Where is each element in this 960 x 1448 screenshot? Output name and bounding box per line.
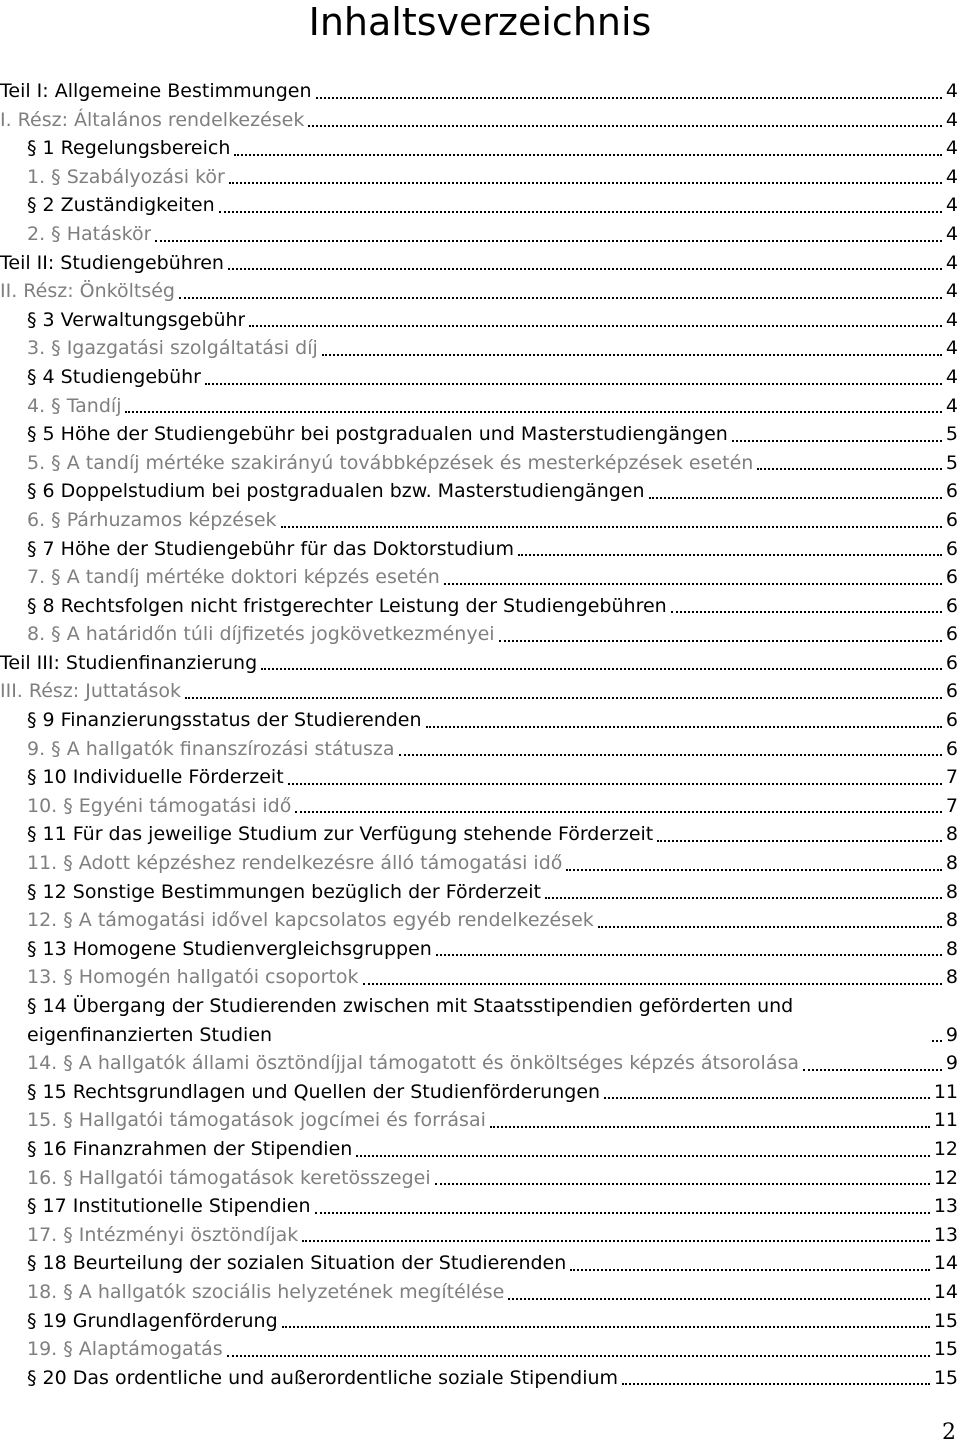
- toc-entry-page-number: 6: [945, 480, 958, 503]
- dot-leader: [604, 1097, 930, 1099]
- toc-entry-title: 12. § A támogatási idővel kapcsolatos egyéb rendelkezések: [27, 909, 594, 932]
- toc-entry[interactable]: [0, 77, 960, 106]
- dot-leader: [598, 926, 942, 928]
- toc-entry-page-number: 4: [945, 165, 958, 188]
- dot-leader: [732, 440, 942, 442]
- toc-entry-title: 2. § Hatáskör: [27, 222, 152, 245]
- toc-entry[interactable]: [0, 1192, 960, 1221]
- toc-entry-page-number: 4: [945, 280, 958, 303]
- toc-entry-page-number: 4: [945, 308, 958, 331]
- dot-leader: [499, 640, 942, 642]
- toc-entry-page-number: 4: [945, 80, 958, 102]
- toc-entry[interactable]: [0, 191, 960, 220]
- toc-entry-page-number: 4: [945, 222, 958, 245]
- dot-leader: [566, 869, 942, 871]
- toc-entry-title: § 8 Rechtsfolgen nicht fristgerechter Leistung der Studiengebühren: [27, 594, 667, 617]
- toc-entry-page-number: 13: [933, 1223, 958, 1246]
- dot-leader: [155, 240, 942, 242]
- toc-entry-title: § 11 Für das jeweilige Studium zur Verfügung stehende Förderzeit: [27, 823, 654, 846]
- dot-leader: [234, 154, 942, 156]
- toc-entry-page-number: 4: [945, 137, 958, 160]
- dot-leader: [518, 554, 942, 556]
- dot-leader: [757, 468, 942, 470]
- toc-entry[interactable]: [0, 277, 960, 306]
- toc-entry-page-number: 6: [945, 566, 958, 589]
- toc-entry[interactable]: [0, 792, 960, 821]
- dot-leader: [308, 125, 942, 127]
- toc-entry[interactable]: [0, 992, 960, 1049]
- toc-entry-title: 1. § Szabályozási kör: [27, 165, 225, 188]
- toc-entry[interactable]: [0, 620, 960, 649]
- toc-entry-page-number: 11: [933, 1109, 958, 1132]
- toc-entry-title: 15. § Hallgatói támogatások jogcímei és forrásai: [27, 1109, 486, 1132]
- toc-entry[interactable]: [0, 249, 960, 278]
- dot-leader: [315, 1212, 930, 1214]
- toc-entry-title: § 13 Homogene Studienvergleichsgruppen: [27, 937, 432, 960]
- toc-entry-page-number: 6: [945, 737, 958, 760]
- toc-entry-page-number: 14: [933, 1280, 958, 1303]
- dot-leader: [228, 268, 942, 270]
- dot-leader: [302, 1240, 930, 1242]
- dot-leader: [622, 1383, 930, 1385]
- toc-entry-title: 11. § Adott képzéshez rendelkezésre álló támogatási idő: [27, 852, 563, 875]
- dot-leader: [282, 1326, 930, 1328]
- toc-entry[interactable]: [0, 1335, 960, 1364]
- page-title: Inhaltsverzeichnis: [308, 0, 652, 44]
- toc-entry-page-number: 4: [945, 251, 958, 274]
- toc-entry[interactable]: [0, 563, 960, 592]
- dot-leader: [125, 411, 941, 413]
- toc-entry-page-number: 14: [933, 1252, 958, 1275]
- toc-entry-title: § 3 Verwaltungsgebühr: [27, 308, 246, 331]
- toc-entry[interactable]: [0, 849, 960, 878]
- page-number: 2: [942, 1420, 956, 1445]
- toc-entry-page-number: 4: [945, 108, 958, 131]
- toc-entry-page-number: 13: [933, 1195, 958, 1218]
- toc-entry-page-number: 6: [945, 623, 958, 646]
- toc-entry-title: § 14 Übergang der Studierenden zwischen mit Staatsstipendien geförderten und eigenfinanzierten Studien: [27, 995, 794, 1046]
- toc-entry-page-number: 8: [945, 937, 958, 960]
- table-of-contents: [0, 77, 960, 1392]
- dot-leader: [803, 1069, 942, 1071]
- toc-entry-title: § 17 Institutionelle Stipendien: [27, 1195, 311, 1218]
- toc-entry[interactable]: [0, 506, 960, 535]
- toc-entry[interactable]: [0, 935, 960, 964]
- toc-entry-title: 17. § Intézményi ösztöndíjak: [27, 1223, 299, 1246]
- dot-leader: [426, 726, 942, 728]
- dot-leader: [545, 897, 942, 899]
- toc-entry[interactable]: [0, 1135, 960, 1164]
- toc-entry-title: 9. § A hallgatók finanszírozási státusza: [27, 737, 395, 760]
- toc-entry-title: 10. § Egyéni támogatási idő: [27, 794, 292, 817]
- toc-entry[interactable]: [0, 963, 960, 992]
- toc-entry-page-number: 8: [945, 852, 958, 875]
- toc-entry-title: § 2 Zuständigkeiten: [27, 194, 215, 217]
- toc-entry[interactable]: [0, 878, 960, 907]
- toc-entry-title: I. Rész: Általános rendelkezések: [0, 108, 305, 131]
- dot-leader: [281, 526, 942, 528]
- toc-entry-page-number: 8: [945, 880, 958, 903]
- toc-entry-page-number: 15: [933, 1366, 958, 1389]
- toc-entry[interactable]: [0, 1049, 960, 1078]
- toc-entry-page-number: 11: [933, 1080, 958, 1103]
- toc-entry[interactable]: [0, 535, 960, 564]
- toc-entry-title: 16. § Hallgatói támogatások keretösszegei: [27, 1166, 431, 1189]
- toc-entry-title: 3. § Igazgatási szolgáltatási díj: [27, 337, 318, 360]
- toc-entry-title: 13. § Homogén hallgatói csoportok: [27, 966, 359, 989]
- toc-entry-page-number: 6: [945, 508, 958, 531]
- toc-entry-page-number: 6: [945, 651, 958, 674]
- toc-entry-title: § 20 Das ordentliche und außerordentliche soziale Stipendium: [27, 1366, 619, 1389]
- toc-entry[interactable]: [0, 592, 960, 621]
- toc-entry-title: Teil I: Allgemeine Bestimmungen: [0, 80, 312, 102]
- toc-entry[interactable]: [0, 420, 960, 449]
- toc-entry-page-number: 15: [933, 1338, 958, 1361]
- toc-entry-page-number: 4: [945, 337, 958, 360]
- dot-leader: [219, 211, 942, 213]
- toc-entry[interactable]: [0, 1106, 960, 1135]
- toc-entry-page-number: 8: [945, 909, 958, 932]
- toc-entry-page-number: 15: [933, 1309, 958, 1332]
- dot-leader: [490, 1126, 930, 1128]
- dot-leader: [444, 583, 942, 585]
- toc-entry[interactable]: [0, 735, 960, 764]
- toc-entry-title: 18. § A hallgatók szociális helyzetének megítélése: [27, 1280, 505, 1303]
- toc-entry-title: II. Rész: Önköltség: [0, 280, 175, 303]
- toc-entry-title: Teil II: Studiengebühren: [0, 251, 224, 274]
- toc-entry-title: 5. § A tandíj mértéke szakirányú továbbképzések és mesterképzések esetén: [27, 451, 754, 474]
- dot-leader: [295, 811, 942, 813]
- toc-entry-title: III. Rész: Juttatások: [0, 680, 182, 703]
- toc-entry-page-number: 8: [945, 823, 958, 846]
- dot-leader: [932, 1040, 942, 1042]
- toc-entry-title: § 19 Grundlagenförderung: [27, 1309, 278, 1332]
- toc-entry[interactable]: [0, 1278, 960, 1307]
- toc-entry[interactable]: [0, 306, 960, 335]
- toc-entry-title: § 12 Sonstige Bestimmungen bezüglich der Förderzeit: [27, 880, 542, 903]
- dot-leader: [288, 783, 942, 785]
- toc-entry-page-number: 5: [945, 423, 958, 446]
- toc-entry[interactable]: [0, 134, 960, 163]
- toc-entry[interactable]: [0, 1164, 960, 1193]
- toc-entry-page-number: 6: [945, 709, 958, 732]
- dot-leader: [570, 1269, 930, 1271]
- toc-entry-title: § 18 Beurteilung der sozialen Situation der Studierenden: [27, 1252, 567, 1275]
- toc-entry-page-number: 8: [945, 966, 958, 989]
- toc-entry[interactable]: [0, 449, 960, 478]
- toc-entry-title: § 10 Individuelle Förderzeit: [27, 766, 284, 789]
- toc-entry[interactable]: [0, 706, 960, 735]
- toc-entry-page-number: 12: [933, 1166, 958, 1189]
- dot-leader: [229, 182, 942, 184]
- toc-entry-title: § 5 Höhe der Studiengebühr bei postgradualen und Masterstudiengängen: [27, 423, 728, 446]
- dot-leader: [179, 297, 942, 299]
- toc-entry[interactable]: [0, 649, 960, 678]
- toc-entry-title: 6. § Párhuzamos képzések: [27, 508, 277, 531]
- dot-leader: [508, 1298, 929, 1300]
- dot-leader: [671, 611, 942, 613]
- toc-entry[interactable]: [0, 1364, 960, 1393]
- toc-entry-title: 7. § A tandíj mértéke doktori képzés esetén: [27, 566, 440, 589]
- toc-entry-title: 19. § Alaptámogatás: [27, 1338, 223, 1361]
- toc-entry-title: § 9 Finanzierungsstatus der Studierenden: [27, 709, 422, 732]
- toc-entry-title: Teil III: Studienfinanzierung: [0, 651, 258, 674]
- toc-entry[interactable]: [0, 477, 960, 506]
- toc-entry-page-number: 6: [945, 537, 958, 560]
- dot-leader: [435, 1183, 930, 1185]
- toc-entry-title: § 16 Finanzrahmen der Stipendien: [27, 1137, 353, 1160]
- toc-entry-page-number: 12: [933, 1137, 958, 1160]
- toc-entry-page-number: 9: [945, 1023, 958, 1046]
- toc-entry[interactable]: [0, 363, 960, 392]
- toc-entry-page-number: 9: [945, 1052, 958, 1075]
- toc-entry-page-number: 4: [945, 365, 958, 388]
- toc-entry[interactable]: [0, 763, 960, 792]
- toc-entry[interactable]: [0, 334, 960, 363]
- toc-entry-title: 4. § Tandíj: [27, 394, 122, 417]
- toc-entry-page-number: 4: [945, 194, 958, 217]
- dot-leader: [227, 1355, 930, 1357]
- dot-leader: [185, 697, 942, 699]
- dot-leader: [399, 754, 942, 756]
- toc-entry-title: 8. § A határidőn túli díjfizetés jogkövetkezményei: [27, 623, 495, 646]
- toc-entry-page-number: 6: [945, 594, 958, 617]
- toc-entry[interactable]: [0, 677, 960, 706]
- toc-entry[interactable]: [0, 163, 960, 192]
- toc-entry[interactable]: [0, 1249, 960, 1278]
- toc-entry-page-number: 7: [945, 794, 958, 817]
- toc-entry[interactable]: [0, 392, 960, 421]
- dot-leader: [363, 983, 942, 985]
- dot-leader: [436, 954, 942, 956]
- toc-entry-title: § 1 Regelungsbereich: [27, 137, 231, 160]
- toc-entry-page-number: 4: [945, 394, 958, 417]
- toc-entry-page-number: 5: [945, 451, 958, 474]
- toc-entry[interactable]: [0, 220, 960, 249]
- toc-entry[interactable]: [0, 1307, 960, 1336]
- toc-entry-title: § 15 Rechtsgrundlagen und Quellen der Studienförderungen: [27, 1080, 601, 1103]
- dot-leader: [249, 325, 942, 327]
- dot-leader: [657, 840, 942, 842]
- dot-leader: [649, 497, 942, 499]
- toc-entry-page-number: 6: [945, 680, 958, 703]
- toc-entry-title: § 4 Studiengebühr: [27, 365, 201, 388]
- toc-entry[interactable]: [0, 1221, 960, 1250]
- dot-leader: [322, 354, 942, 356]
- dot-leader: [205, 383, 942, 385]
- toc-entry-title: § 6 Doppelstudium bei postgradualen bzw. Masterstudiengängen: [27, 480, 645, 503]
- toc-entry-title: § 7 Höhe der Studiengebühr für das Doktorstudium: [27, 537, 514, 560]
- toc-entry[interactable]: [0, 820, 960, 849]
- toc-entry-page-number: 7: [945, 766, 958, 789]
- dot-leader: [356, 1155, 930, 1157]
- dot-leader: [261, 668, 942, 670]
- toc-entry-title: 14. § A hallgatók állami ösztöndíjjal támogatott és önköltséges képzés átsorolása: [27, 1052, 800, 1075]
- dot-leader: [316, 97, 942, 99]
- toc-entry[interactable]: [0, 106, 960, 135]
- toc-entry[interactable]: [0, 1078, 960, 1107]
- toc-entry[interactable]: [0, 906, 960, 935]
